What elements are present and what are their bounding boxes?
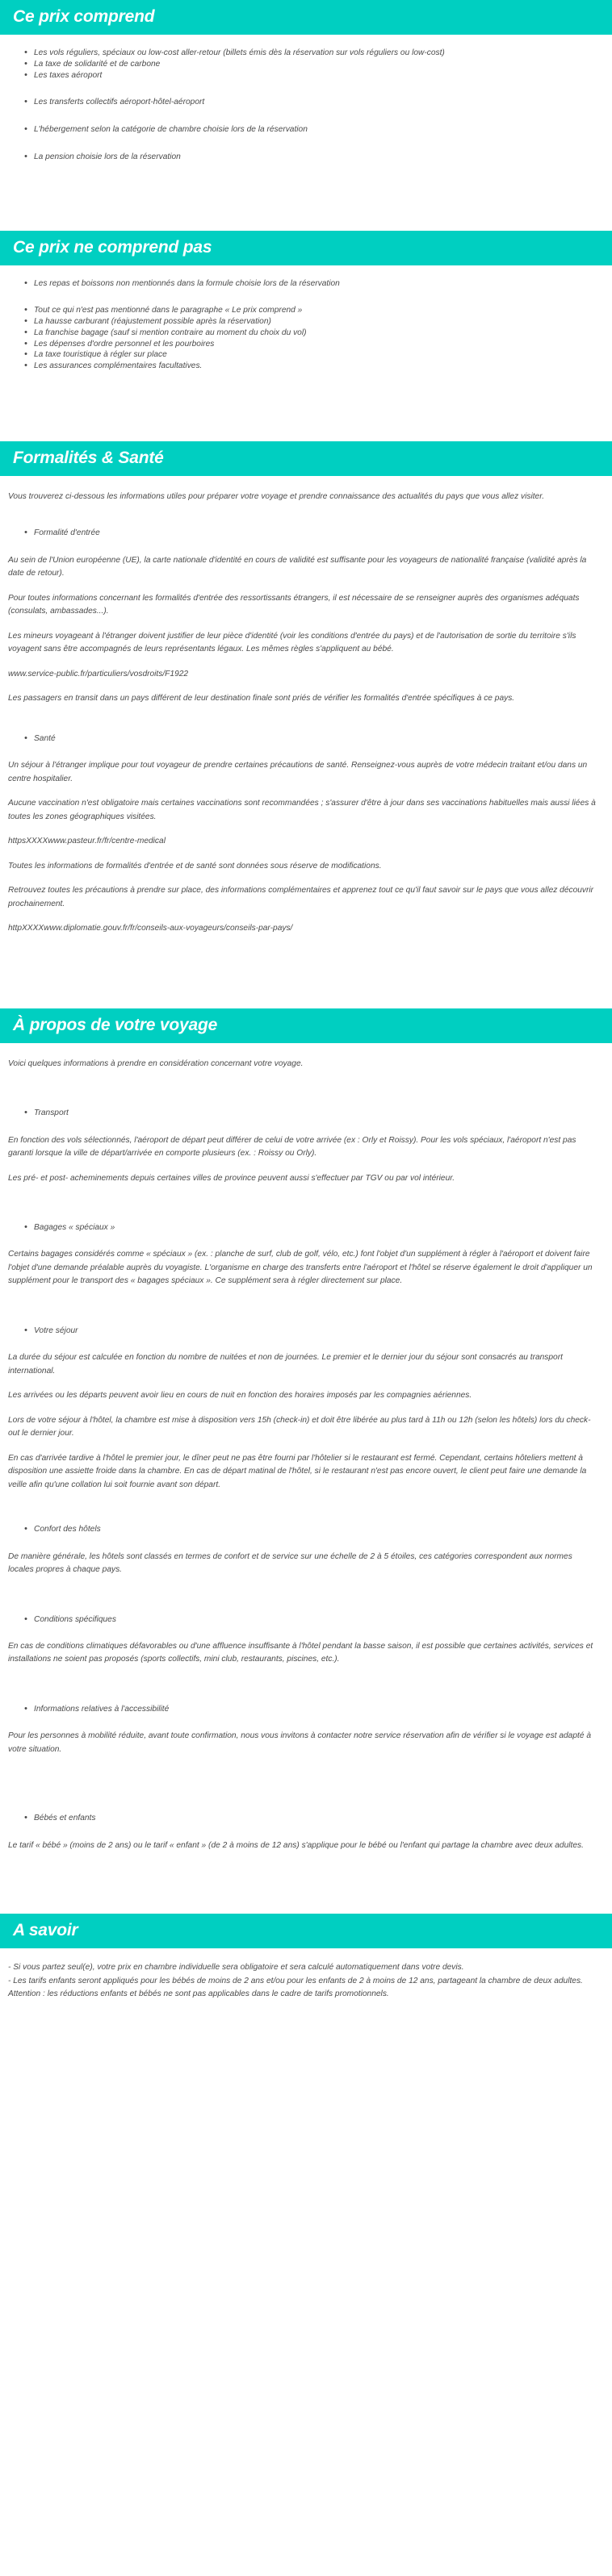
list-item: • Les transferts collectifs aéroport-hôtel-aéroport — [5, 97, 606, 108]
spacer — [5, 1626, 606, 1640]
service-public-link[interactable]: www.service-public.fr/particuliers/vosdroits/F1922 — [8, 669, 189, 678]
section-body-price-includes — [0, 48, 612, 163]
about-trip-intro: Voici quelques informations à prendre en considération concernant votre voyage. — [8, 1058, 304, 1068]
spacer — [5, 681, 606, 692]
spacer — [0, 1948, 612, 1961]
section-body-formalities — [0, 491, 612, 936]
list-item: • La taxe touristique à régler sur place — [5, 349, 606, 361]
price-excludes-list — [5, 278, 606, 372]
subsection-heading-babies-children: • Bébés et enfants — [5, 1813, 606, 1824]
subsection-heading-hotel-comfort: • Confort des hôtels — [5, 1524, 606, 1535]
spacer — [0, 35, 612, 48]
spacer — [5, 1071, 606, 1108]
list-item: • Tout ce qui n'est pas mentionné dans le paragraphe « Le prix comprend » — [5, 305, 606, 316]
subsection-heading-special-luggage: • Bagages « spéciaux » — [5, 1222, 606, 1234]
diplomatie-link[interactable]: httpXXXXwww.diplomatie.gouv.fr/fr/conseils-aux-voyageurs/conseils-par-pays/ — [8, 924, 293, 933]
transit-note: Les passagers en transit dans un pays différent de leur destination finale sont priés de vérifier les formalités d'entrée spécifiques à ce pays. — [8, 694, 515, 703]
spacer — [0, 476, 612, 491]
spacer — [5, 706, 606, 733]
babies-children-paragraph-1: Le tarif « bébé » (moins de 2 ans) ou le tarif « enfant » (de 2 à moins de 12 ans) s'applique pour le bébé ou l'enfant qui partage la chambre avec deux adultes. — [8, 1840, 584, 1850]
spacer — [5, 786, 606, 797]
spacer — [5, 1378, 606, 1389]
subsection-heading-health: • Santé — [5, 733, 606, 745]
spacer — [5, 1441, 606, 1452]
spacer — [5, 1577, 606, 1614]
spacer — [5, 1667, 606, 1704]
spacer — [5, 1120, 606, 1134]
spacer — [5, 1536, 606, 1551]
subsection-heading-transport: • Transport — [5, 1108, 606, 1119]
spacer — [0, 420, 612, 441]
formalities-intro: Vous trouverez ci-dessous les informations utiles pour préparer votre voyage et prendre connaissance des actualités du pays que vous allez visiter. — [8, 491, 545, 501]
list-item: • La franchise bagage (sauf si mention contraire au moment du choix du vol) — [5, 328, 606, 339]
list-item: • L'hébergement selon la catégorie de chambre choisie lors de la réservation — [5, 124, 606, 136]
health-paragraph-1: Un séjour à l'étranger implique pour tout voyageur de prendre certaines précautions de santé. Renseignez-vous auprès de votre médecin traitant et/ou dans un centre hospitalier. — [8, 761, 588, 783]
spacer — [5, 619, 606, 630]
list-item: • Les assurances complémentaires facultatives. — [5, 361, 606, 372]
list-item: • La hausse carburant (réajustement possible après la réservation) — [5, 316, 606, 328]
spacer — [5, 1403, 606, 1414]
accessibility-paragraph-1: Pour les personnes à mobilité réduite, avant toute confirmation, nous vous invitons à contacter notre service réservation afin de vérifier si le voyage est adapté à votre situation. — [8, 1731, 592, 1754]
spacer — [5, 824, 606, 835]
subsection-heading-your-stay: • Votre séjour — [5, 1326, 606, 1337]
your-stay-paragraph-2: Les arrivées ou les départs peuvent avoir lieu en cours de nuit en fonction des horaires imposés par les compagnies aériennes. — [8, 1391, 472, 1401]
spacer — [5, 1715, 606, 1730]
spacer — [0, 1852, 612, 1901]
spacer — [5, 911, 606, 922]
health-advice-note: Retrouvez toutes les précautions à prendre sur place, des informations complémentaires et apprenez tout ce qu'il faut savoir sur le pays que vous allez découvrir prochainement. — [8, 886, 594, 908]
spacer — [5, 1492, 606, 1524]
spacer — [5, 1234, 606, 1248]
section-header-formalities: Formalités & Santé — [0, 441, 612, 476]
pasteur-link[interactable]: httpsXXXXwww.pasteur.fr/fr/centre-medical — [8, 837, 166, 846]
spacer — [5, 1185, 606, 1222]
spacer — [5, 503, 606, 528]
subsection-heading-accessibility: • Informations relatives à l'accessibilité — [5, 1704, 606, 1715]
section-header-price-includes: Ce prix comprend — [0, 0, 612, 35]
subsection-heading-specific-conditions: • Conditions spécifiques — [5, 1614, 606, 1626]
good-to-know-line-3: Attention : les réductions enfants et bébés ne sont pas applicables dans le cadre de tarifs promotionnels. — [8, 1989, 389, 1999]
spacer — [5, 1288, 606, 1326]
section-header-price-excludes: Ce prix ne comprend pas — [0, 231, 612, 265]
transport-paragraph-1: En fonction des vols sélectionnés, l'aéroport de départ peut différer de celui de votre arrivée (ex : Orly et Roissy). Pour les vols spéciaux, l'aéroport n'est pas garanti lorsque la ville de départ/arrivée en comporte plusieurs (ex. : Roissy ou Orly). — [8, 1135, 576, 1159]
special-luggage-paragraph-1: Certains bagages considérés comme « spéciaux » (ex. : planche de surf, club de golf, vélo, etc.) font l'objet d'un supplément à régler à l'aéroport et doivent faire l'objet d'une demande préalable auprès du voyagiste. L'organisme en charge des transferts entre l'aéroport et l'hôtel se réserve également le droit d'appliquer un supplément pour le transport des « bagages spéciaux ». Ce supplément sera à régler directement sur place. — [8, 1250, 593, 1286]
spacer — [5, 1825, 606, 1839]
specific-conditions-paragraph-1: En cas de conditions climatiques défavorables ou d'une affluence insuffisante à l'hôtel pendant la basse saison, il est possible que certaines activités, services et installations ne soient pas proposés (sports collectifs, mini club, restaurants, piscines, etc.). — [8, 1641, 593, 1664]
entry-paragraph-1: Au sein de l'Union européenne (UE), la carte nationale d'identité en cours de validité est suffisante pour les voyageurs de nationalité française (validité après la date de retour). — [8, 555, 587, 578]
your-stay-paragraph-1: La durée du séjour est calculée en fonction du nombre de nuitées et non de journées. Le premier et le dernier jour du séjour sont consacrés au transport international. — [8, 1353, 563, 1376]
spacer — [5, 849, 606, 860]
spacer — [0, 163, 612, 211]
spacer — [5, 657, 606, 668]
list-item: • La pension choisie lors de la réservation — [5, 152, 606, 163]
list-item: • Les taxes aéroport — [5, 70, 606, 81]
good-to-know-line-2: - Les tarifs enfants seront appliqués pour les bébés de moins de 2 ans et/ou pour les enfants de 2 à moins de 12 ans, partageant la chambre de deux adultes. — [8, 1976, 583, 1985]
list-item: • Les dépenses d'ordre personnel et les pourboires — [5, 339, 606, 350]
list-item: • La taxe de solidarité et de carbone — [5, 59, 606, 70]
your-stay-paragraph-4: En cas d'arrivée tardive à l'hôtel le premier jour, le dîner peut ne pas être fourni par l'hôtelier si le restaurant est fermé. Cependant, certains hôteliers mettent à disposition une assiette froide dans la chambre. En cas de départ matinal de l'hôtel, si le restaurant n'est pas encore ouvert, le client peut faire une demande la veille afin qu'une collation lui soit fournie avant son départ. — [8, 1453, 587, 1489]
spacer — [0, 1901, 612, 1914]
spacer — [5, 873, 606, 884]
list-item: • Les vols réguliers, spéciaux ou low-cost aller-retour (billets émis dès la réservation sur vols réguliers ou low-cost) — [5, 48, 606, 59]
spacer — [5, 1161, 606, 1172]
list-item: • Les repas et boissons non mentionnés dans la formule choisie lors de la réservation — [5, 278, 606, 290]
spacer — [5, 1337, 606, 1351]
hotel-comfort-paragraph-1: De manière générale, les hôtels sont classés en termes de confort et de service sur une échelle de 2 à 5 étoiles, ces catégories correspondent aux normes locales propres à chaque pays. — [8, 1551, 572, 1575]
entry-paragraph-3: Les mineurs voyageant à l'étranger doivent justifier de leur pièce d'identité (voir les conditions d'entrée du pays) et de l'autorisation de sortie du territoire s'ils voyagent sans être accompagnés de leurs représentants légaux. Les mêmes règles s'appliquent au bébé. — [8, 631, 576, 654]
section-body-good-to-know — [0, 1961, 612, 2002]
transport-paragraph-2: Les pré- et post- acheminements depuis certaines villes de province peuvent aussi s'effectuer par TGV ou par vol intérieur. — [8, 1173, 455, 1183]
section-body-price-excludes — [0, 278, 612, 372]
spacer — [5, 1798, 606, 1813]
spacer — [0, 936, 612, 984]
spacer — [0, 211, 612, 231]
section-header-good-to-know: A savoir — [0, 1914, 612, 1948]
spacer — [5, 540, 606, 554]
subsection-heading-entry: • Formalité d'entrée — [5, 528, 606, 539]
health-reserve-note: Toutes les informations de formalités d'entrée et de santé sont données sous réserve de modifications. — [8, 861, 382, 870]
spacer — [5, 1756, 606, 1798]
spacer — [0, 1043, 612, 1058]
spacer — [5, 581, 606, 592]
spacer — [0, 265, 612, 278]
entry-paragraph-2: Pour toutes informations concernant les formalités d'entrée des ressortissants étrangers, il est nécessaire de se renseigner auprès des organismes adéquats (consulats, ambassades...). — [8, 593, 580, 616]
section-body-about-trip — [0, 1058, 612, 1852]
spacer — [5, 745, 606, 759]
your-stay-paragraph-3: Lors de votre séjour à l'hôtel, la chambre est mise à disposition vers 15h (check-in) et doit être libérée au plus tard à 11h ou 12h (selon les hôtels) lors du check-out le dernier jour. — [8, 1415, 591, 1438]
spacer — [0, 372, 612, 420]
good-to-know-line-1: - Si vous partez seul(e), votre prix en chambre individuelle sera obligatoire et sera calculé automatiquement dans votre devis. — [8, 1963, 464, 1973]
spacer — [0, 984, 612, 1008]
section-header-about-trip: À propos de votre voyage — [0, 1008, 612, 1043]
health-paragraph-2: Aucune vaccination n'est obligatoire mais certaines vaccinations sont recommandées ; s'assurer d'être à jour dans ses vaccinations habituelles mais aussi liées à toutes les zones géographiques visitées. — [8, 799, 596, 821]
price-includes-list — [5, 48, 606, 163]
